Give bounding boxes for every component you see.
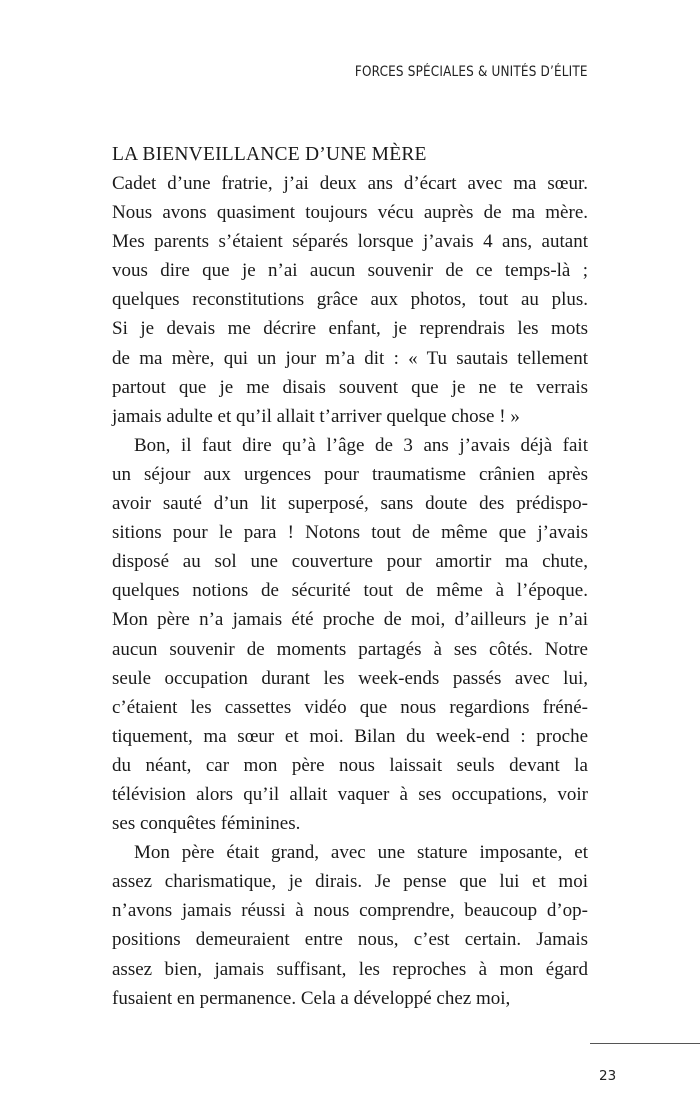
paragraph [112,838,588,1013]
text-line: du néant, car mon père nous laissait seuls devant la [112,754,588,776]
text-line: assez bien, jamais suffisant, les reproches à mon égard [112,958,588,980]
body-text [112,169,588,1013]
footer-rule [590,1043,700,1044]
text-line: Si je devais me décrire enfant, je reprendrais les mots [112,318,588,340]
text-line: Mon père n’a jamais été proche de moi, d’ailleurs je n’ai [112,609,588,631]
paragraph [112,169,588,431]
text-line: jamais adulte et qu’il allait t’arriver quelque chose ! » [112,405,520,427]
text-line: avoir sauté d’un lit superposé, sans doute des prédispo- [112,493,588,515]
text-line: Bon, il faut dire qu’à l’âge de 3 ans j’avais déjà fait [134,434,588,456]
text-line: Nous avons quasiment toujours vécu auprès de ma mère. [112,202,588,224]
text-line: Mon père était grand, avec une stature imposante, et [134,842,588,864]
text-line: ses conquêtes féminines. [112,813,301,835]
text-line: quelques notions de sécurité tout de même à l’époque. [112,580,588,602]
text-line: seule occupation durant les week-ends passés avec lui, [112,667,588,689]
paragraph [112,431,588,838]
text-line: tiquement, ma sœur et moi. Bilan du week-end : proche [112,725,588,747]
text-line: sitions pour le para ! Notons tout de même que j’avais [112,522,588,544]
page-body [112,140,588,1013]
text-line: de ma mère, qui un jour m’a dit : « Tu sautais tellement [112,347,588,369]
text-line: quelques reconstitutions grâce aux photos, tout au plus. [112,289,588,311]
text-line: aucun souvenir de moments partagés à ses côtés. Notre [112,638,588,660]
text-line: télévision alors qu’il allait vaquer à ses occupations, voir [112,783,588,805]
text-line: vous dire que je n’ai aucun souvenir de ce temps-là ; [112,260,588,282]
page-number: 23 [599,1068,617,1084]
section-title: LA BIENVEILLANCE D’UNE MÈRE [112,144,427,165]
text-line: assez charismatique, je dirais. Je pense que lui et moi [112,871,588,893]
text-line: partout que je me disais souvent que je ne te verrais [112,376,588,398]
text-line: Mes parents s’étaient séparés lorsque j’avais 4 ans, autant [112,231,588,253]
text-line: disposé au sol une couverture pour amortir ma chute, [112,551,588,573]
text-line: fusaient en permanence. Cela a développé chez moi, [112,987,511,1009]
text-line: un séjour aux urgences pour traumatisme crânien après [112,463,588,485]
text-line: positions demeuraient entre nous, c’est certain. Jamais [112,929,588,951]
running-head: FORCES SPÉCIALES & UNITÉS D’ÉLITE [355,64,588,80]
text-line: Cadet d’une fratrie, j’ai deux ans d’écart avec ma sœur. [112,173,588,194]
text-line: n’avons jamais réussi à nous comprendre, beaucoup d’op- [112,900,588,922]
text-line: c’étaient les cassettes vidéo que nous regardions fréné- [112,696,588,718]
